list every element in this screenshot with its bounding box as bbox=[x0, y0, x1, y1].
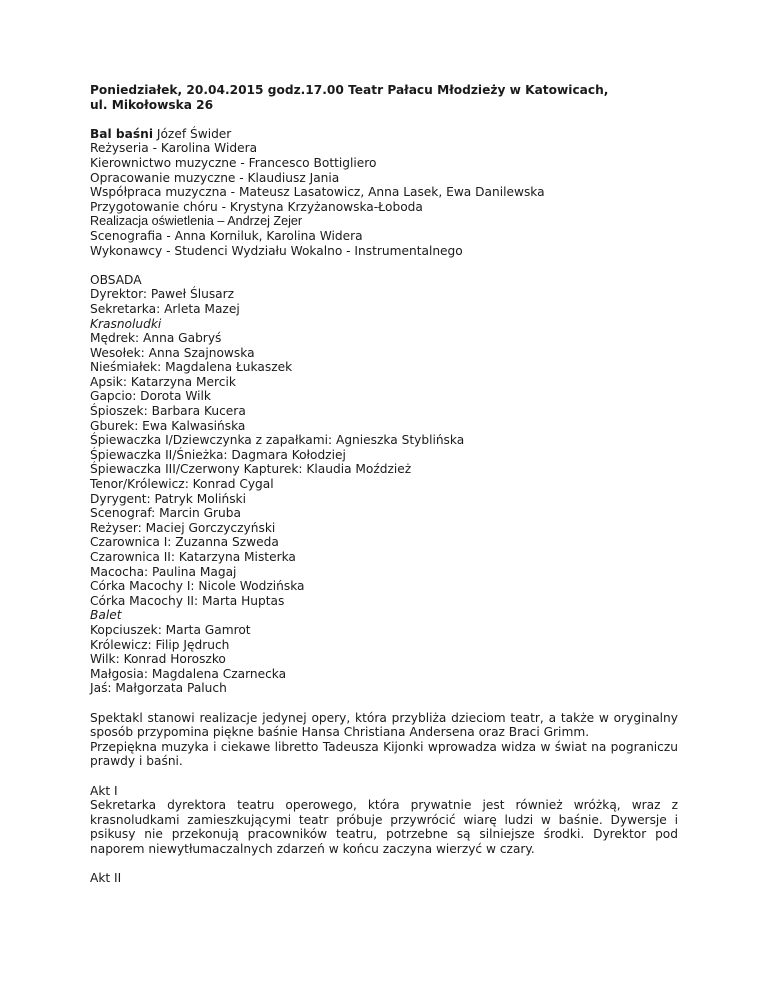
act1-paragraph bbox=[90, 798, 678, 856]
cast-line: Macocha: Paulina Magaj bbox=[90, 564, 237, 579]
cast-line: Gapcio: Dorota Wilk bbox=[90, 389, 211, 404]
cast-line: Reżyser: Maciej Gorczyczyński bbox=[90, 520, 276, 535]
description-paragraph-1 bbox=[90, 711, 678, 740]
act1-text: z krasnoludkami zamieszkującymi teatr próbuje przywrócić wiarę ludzi w baśnie. Dywersje bbox=[90, 798, 678, 827]
cast-section-balet: Balet bbox=[90, 608, 122, 623]
cast-line: Córka Macochy I: Nicole Wodzińska bbox=[90, 579, 305, 594]
description-text: Przepiękna muzyka i ciekawe libretto Tadeusza Kijonki wprowadza widza w świat na bbox=[90, 739, 607, 754]
cast-line: Córka Macochy II: Marta Huptas bbox=[90, 593, 285, 608]
production-title-line bbox=[90, 127, 678, 142]
cast-line: Wilk: Konrad Horoszko bbox=[90, 652, 226, 667]
cast-line: Wesołek: Anna Szajnowska bbox=[90, 345, 255, 360]
cast-line: Dyrektor: Paweł Ślusarz bbox=[90, 287, 235, 302]
credit-line: Przygotowanie chóru - Krystyna Krzyżanowska-Łoboda bbox=[90, 199, 423, 214]
credit-line: Opracowanie muzyczne - Klaudiusz Jania bbox=[90, 170, 340, 185]
act1-text: naporem niewytłumaczalnych zdarzeń w końcu zaczyna wierzyć w czary. bbox=[90, 841, 535, 856]
cast-section-krasnoludki: Krasnoludki bbox=[90, 316, 162, 331]
description-text: Spektakl stanowi realizacje jedynej opery, która przybliża dzieciom teatr, a także w oryginalny bbox=[90, 710, 678, 725]
event-date-venue: Poniedziałek, 20.04.2015 godz.17.00 Teatr Pałacu Młodzieży w Katowicach, bbox=[90, 83, 609, 97]
production-author: Józef Świder bbox=[153, 126, 232, 141]
cast-heading: OBSADA bbox=[90, 272, 142, 287]
cast-line: Apsik: Katarzyna Mercik bbox=[90, 374, 236, 389]
description-text: pograniczu prawdy i baśni. bbox=[90, 739, 678, 769]
description-text: sposób przypomina piękne baśnie Hansa Christiana Andersena oraz Braci Grimm. bbox=[90, 725, 590, 740]
credit-line: Współpraca muzyczna - Mateusz Lasatowicz, Anna Lasek, Ewa Danilewska bbox=[90, 185, 545, 200]
cast-line: Królewicz: Filip Jędruch bbox=[90, 637, 230, 652]
description-paragraph-2 bbox=[90, 740, 678, 769]
act1-heading: Akt I bbox=[90, 783, 118, 798]
cast-line: Nieśmiałek: Magdalena Łukaszek bbox=[90, 360, 293, 375]
cast-line: Śpiewaczka III/Czerwony Kapturek: Klaudia Moździeż bbox=[90, 462, 412, 477]
credit-line: Reżyseria - Karolina Widera bbox=[90, 141, 258, 156]
cast-line: Tenor/Królewicz: Konrad Cygal bbox=[90, 477, 274, 492]
cast-line: Śpioszek: Barbara Kucera bbox=[90, 404, 246, 419]
cast-line: Czarownica I: Zuzanna Szweda bbox=[90, 535, 279, 550]
credit-line-lighting: Realizacja oświetlenia – Andrzej Zejer bbox=[90, 214, 303, 229]
credit-line: Scenografia - Anna Korniluk, Karolina Widera bbox=[90, 228, 363, 243]
cast-line: Małgosia: Magdalena Czarnecka bbox=[90, 666, 287, 681]
credit-line: Kierownictwo muzyczne - Francesco Bottigliero bbox=[90, 155, 377, 170]
cast-line: Sekretarka: Arleta Mazej bbox=[90, 301, 240, 316]
credit-line: Wykonawcy - Studenci Wydziału Wokalno - Instrumentalnego bbox=[90, 243, 463, 258]
act1-text: i psikusy nie przekonują pracowników teatru, potrzebne są silniejsze środki. Dyrektor pod bbox=[90, 812, 678, 842]
cast-line: Gburek: Ewa Kalwasińska bbox=[90, 418, 246, 433]
cast-line: Śpiewaczka I/Dziewczynka z zapałkami: Agnieszka Styblińska bbox=[90, 433, 465, 448]
production-title: Bal baśni bbox=[90, 126, 153, 141]
cast-line: Jaś: Małgorzata Paluch bbox=[90, 681, 227, 696]
cast-line: Mędrek: Anna Gabryś bbox=[90, 331, 222, 346]
cast-line: Scenograf: Marcin Gruba bbox=[90, 506, 241, 521]
cast-line: Dyrygent: Patryk Moliński bbox=[90, 491, 247, 506]
act2-heading: Akt II bbox=[90, 871, 122, 886]
act1-text: Sekretarka dyrektora teatru operowego, która prywatnie jest również wróżką, wraz bbox=[90, 798, 661, 813]
cast-line: Czarownica II: Katarzyna Misterka bbox=[90, 550, 296, 564]
cast-line: Śpiewaczka II/Śnieżka: Dagmara Kołodziej bbox=[90, 447, 346, 462]
event-address: ul. Mikołowska 26 bbox=[90, 97, 214, 112]
cast-line: Kopciuszek: Marta Gamrot bbox=[90, 622, 251, 637]
